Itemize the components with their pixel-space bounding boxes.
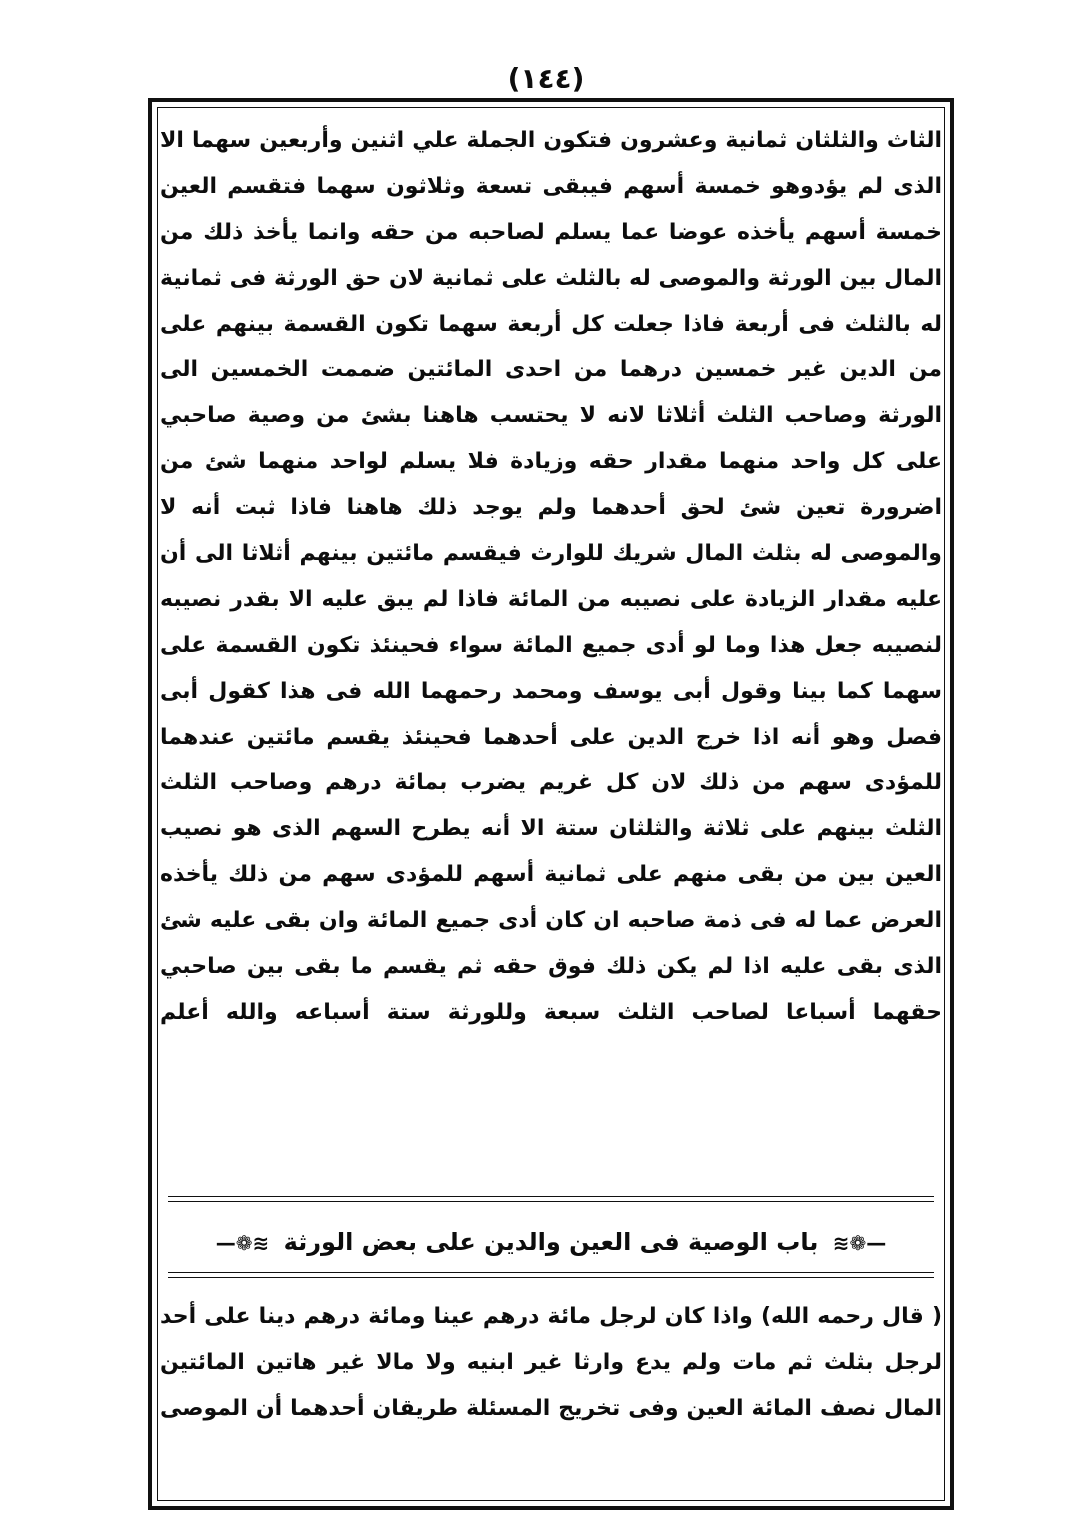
- body-line: العرض عما له فى ذمة صاحبه ان كان أدى جميع المائة وان بقى عليه شئ: [160, 908, 942, 934]
- body-line: اضرورة تعين شئ لحق أحدهما ولم يوجد ذلك هاهنا فاذا ثبت أنه لا: [160, 495, 942, 521]
- divider-rule-top-thin: [168, 1201, 934, 1202]
- section-line: المال نصف المائة العين وفى تخريج المسئلة طريقان أحدهما أن الموصى: [160, 1396, 942, 1421]
- body-line: والموصى له بثلث المال شريك للوارث فيقسم مائتين بينهم أثلاثا الى أن: [160, 541, 942, 567]
- body-line: العين بين من بقى منهم على ثمانية أسهم للمؤدى سهم من ذلك يأخذه: [160, 862, 942, 888]
- section-body-text: [160, 1294, 942, 1432]
- divider-rule-bottom: [168, 1272, 934, 1273]
- section-heading: [160, 1222, 942, 1262]
- body-line: الذى لم يؤدوهو خمسة أسهم فيبقى تسعة وثلاثون سهما فتقسم العين: [160, 173, 942, 199]
- ornament-right-icon: —❁≋: [832, 1231, 887, 1255]
- page-number: (١٤٤): [507, 62, 585, 95]
- ornament-left-icon: ≋❁—: [215, 1231, 270, 1255]
- body-line: الثاث والثلثان ثمانية وعشرون فتكون الجملة علي اثنين وأربعين سهما الا: [160, 128, 942, 153]
- body-line: فصل وهو أنه اذا خرج الدين على أحدهما فحينئذ يقسم مائتين عندهما: [160, 724, 942, 750]
- body-line: للمؤدى سهم من ذلك لان كل غريم يضرب بمائة درهم وصاحب الثلث: [160, 770, 942, 796]
- divider-rule-bottom-thin: [168, 1277, 934, 1278]
- body-line: لنصيبه جعل هذا وما لو أدى جميع المائة سواء فحينئذ تكون القسمة على: [160, 632, 942, 658]
- body-line-last: حقهما أسباعا لصاحب الثلث سبعة وللورثة ستة أسباعه والله أعلم: [160, 999, 942, 1025]
- body-line: على كل واحد منهما مقدار حقه وزيادة فلا يسلم لواحد منهما شئ من: [160, 449, 942, 475]
- body-line: الذى بقى عليه اذا لم يكن ذلك فوق حقه ثم يقسم ما بقى بين صاحبي: [160, 954, 942, 980]
- body-line: له بالثلث فى أربعة فاذا جعلت كل أربعة سهما تكون القسمة بينهم على: [160, 311, 942, 337]
- body-line: من الدين غير خمسين درهما من احدى المائتين ضممت الخمسين الى: [160, 357, 942, 383]
- body-text: [160, 118, 942, 1036]
- section-heading-text: باب الوصية فى العين والدين على بعض الورثة: [283, 1228, 819, 1256]
- body-line: خمسة أسهم يأخذه عوضا عما يسلم لصاحبه من حقه وانما يأخذ ذلك من: [160, 219, 942, 245]
- section-line: لرجل بثلث ثم مات ولم يدع وارثا غير ابنيه ولا مالا غير هاتين المائتين: [160, 1350, 942, 1375]
- body-line: الثلث بينهم على ثلاثة والثلثان ستة الا أنه يطرح السهم الذى هو نصيب: [160, 816, 942, 842]
- body-line: المال بين الورثة والموصى له بالثلث على ثمانية لان حق الورثة فى ثمانية: [160, 265, 942, 291]
- body-line: عليه مقدار الزيادة على نصيبه من المائة فاذا لم يبق عليه الا بقدر نصيبه: [160, 586, 942, 612]
- divider-rule-top: [168, 1196, 934, 1197]
- section-line: ( قال رحمه الله) واذا كان لرجل مائة درهم عينا ومائة درهم دينا على أحد: [160, 1304, 942, 1329]
- body-line: الورثة وصاحب الثلث أثلاثا لانه لا يحتسب هاهنا بشئ من وصية صاحبي: [160, 403, 942, 429]
- body-line: سهما كما بينا وقول أبى يوسف ومحمد رحمهما الله فى هذا كقول أبى: [160, 678, 942, 704]
